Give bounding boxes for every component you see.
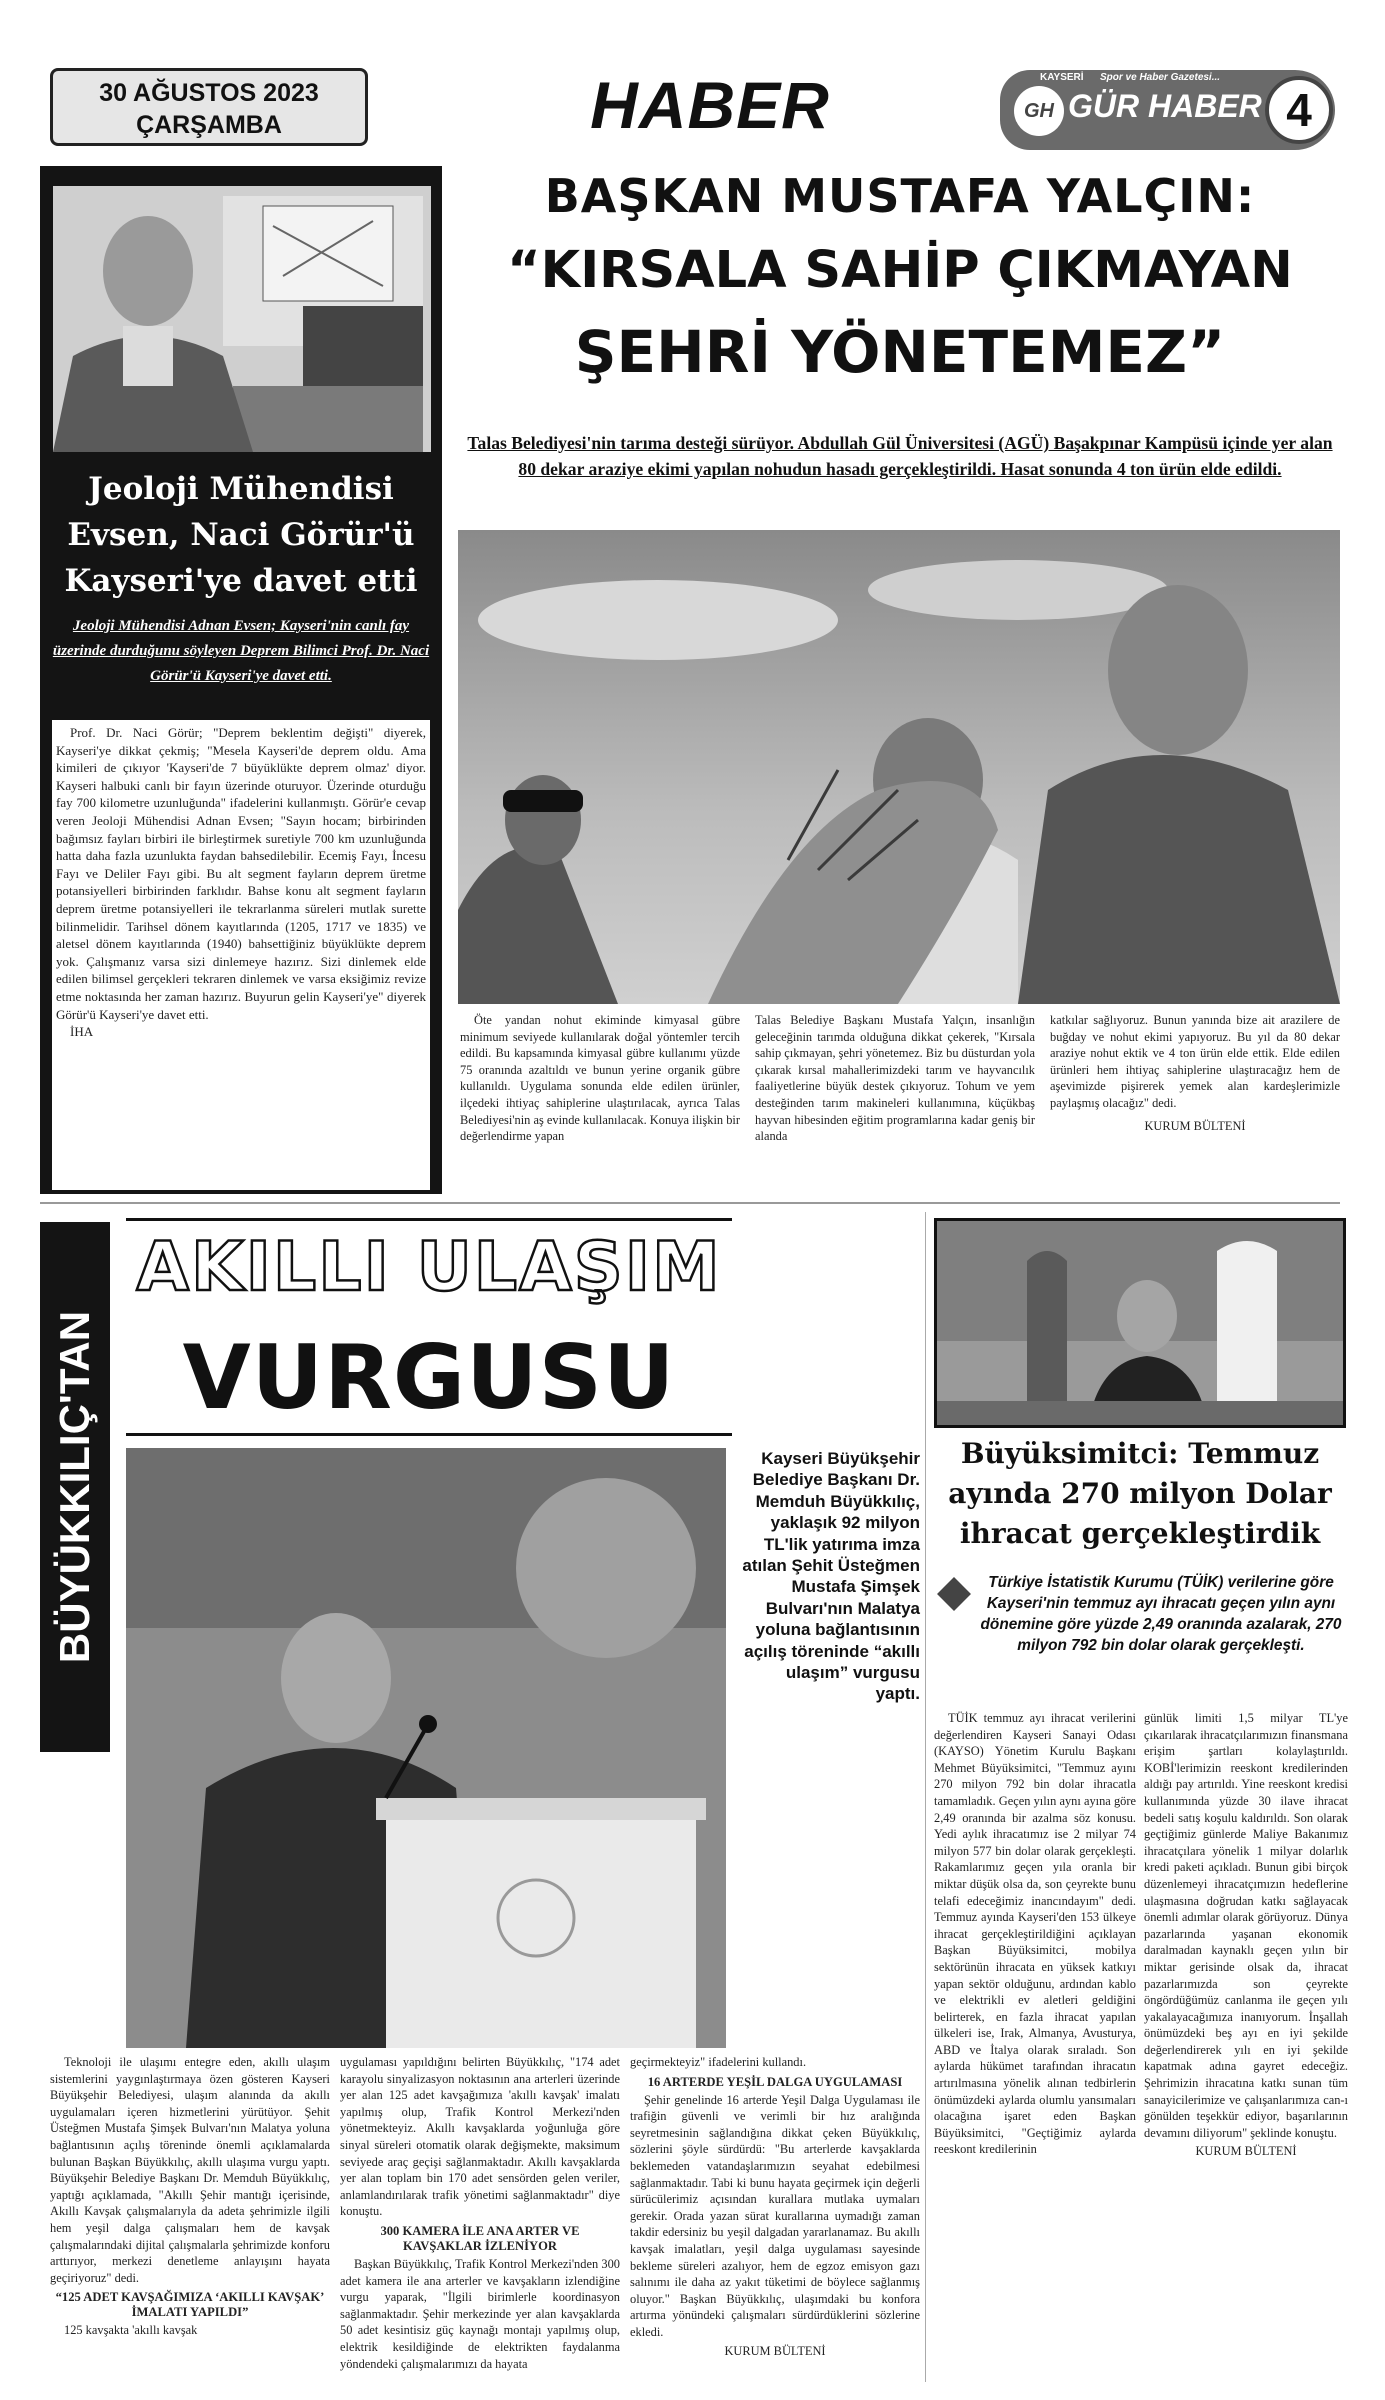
top-col-1-text: Öte yandan nohut ekiminde kimyasal gübre minimum seviyede kullanılarak doğal yöntemler tercih edildi. Bu kapsamında kimyasal gübre kullanımı yüzde 75 oranında azaltıldı ve bunun yerine organik gübre kullanıldı. Uygulama sonunda elde edilen ürünler, ilçedeki ihtiyaç sahiplerine ulaştırılacak, ayrıca Talas Belediyesi'nin aş evinde kullanılacak. Konuya ilişkin bir değerlendirme yapan (460, 1013, 740, 1144)
top-story-photo (458, 530, 1340, 1004)
top-deck: Talas Belediyesi'nin tarıma desteği sürüyor. Abdullah Gül Üniversitesi (AGÜ) Başakpınar Kampüsü içinde yer alan 80 dekar araziye ekimi yapılan nohudun hasadı gerçekleştirildi. Hasat sonunda 4 ton ürün elde edildi. (467, 433, 1333, 479)
top-headline-3: ŞEHRİ YÖNETEMEZ” (574, 318, 1226, 386)
bottom-right-story (930, 1212, 1350, 2387)
top-col-2-text: Talas Belediye Başkanı Mustafa Yalçın, insanlığın geleceğinin tarımda olduğuna dikkat çekerek, "Kırsala sahip çıkmayan, şehri yönetemez. Biz bu düsturdan yola çıkarak kırsal mahallerimizdeki tarım ve hayvancılık faaliyetlerine büyük destek çıkıyoruz. Tohum ve yem desteğinden tarım makineleri kullanımına, küçükbaş hayvan hibesinden eğitim programlarına kadar geniş bir alanda (755, 1013, 1035, 1144)
bottom-left-story (40, 1212, 920, 2387)
sidebar-signature: İHA (70, 1024, 94, 1040)
bottom-left-sub-1: “125 ADET KAVŞAĞIMIZA ‘AKILLI KAVŞAK’ İMALATI YAPILDI” (55, 2290, 325, 2320)
sidebar-lead: Jeoloji Mühendisi Adnan Evsen; Kayseri'nin canlı fay üzerinde durduğunu söyleyen Deprem Bilimci Prof. Dr. Naci Görür'ü Kayseri'ye davet etti. (52, 618, 430, 684)
vertical-label-bar (40, 1222, 110, 1752)
bottom-left-side-deck: Kayseri Büyükşehir Belediye Başkanı Dr. Memduh Büyükkılıç, yaklaşık 92 milyon TL'lik yatırıma imza atılan Şehit Üsteğmen Mustafa Şimşek Bulvarı'nın Malatya yoluna bağlantısının açılış töreninde “akıllı ulaşım” vurgusu yaptı. (742, 1449, 920, 1704)
date-box (50, 68, 368, 146)
top-col-3-text: katkılar sağlıyoruz. Bunun yanında bize ait arazilere de buğday ve nohut ekimi yapıyoruz. Bu yıl da 80 dekar araziye nohut ektik ve 4 ton ürün elde ettik. Elde edilen ürünleri hem ihtiyaç sahiplerine ulaştıracağız hem de aşevimizde pişirerek yemek alan kardeşlerimizle paylaşmış olacağız" dedi. (1050, 1013, 1340, 1110)
bottom-left-sub-3: 16 ARTERDE YEŞİL DALGA UYGULAMASI (647, 2074, 903, 2089)
vertical-label: BÜYÜKKILIÇ'TAN (51, 1310, 98, 1664)
section-divider (40, 1202, 1340, 1204)
sidebar-photo (53, 186, 431, 452)
bottom-left-col-1-end: 125 kavşakta 'akıllı kavşak (64, 2323, 198, 2338)
top-col-1 (460, 1012, 740, 1192)
official-photo (934, 1218, 1346, 1428)
bottom-left-sub-2: 300 KAMERA İLE ANA ARTER VE KAVŞAKLAR İZLENİYOR (380, 2223, 580, 2253)
bottom-left-col-2-text: uygulaması yapıldığını belirten Büyükkılıç, "174 adet karayolu sinyalizasyon noktasının ana arterleri üzerinde yer alan 125 adet kavşağımıza 'akıllı kavşak' imalatı yapılmış olup, Trafik Kontrol Merkezi'nden yönetmekteyiz. Akıllı kavşaklarda yoğunluğa göre sinyal süreleri otomatik olarak değişmekte, maksimum seviyede araç geçişi sağlanmaktadır. Akıllı kavşaklarda yer alan toplam bin 170 adet sensörden gelen veriler, anlamlandırılarak trafik yönetimi sağlanmaktadır" diye konuştu. (340, 2055, 620, 2219)
issue-date: 30 AĞUSTOS 2023 (99, 79, 319, 107)
bottom-right-headline: Büyüksimitci: Temmuz ayında 270 milyon Dolar ihracat gerçekleştirdik (948, 1437, 1332, 1550)
bottom-left-col-3 (630, 2054, 920, 2384)
bottom-right-col-2 (1144, 1710, 1348, 2380)
sidebar-panel (40, 166, 442, 1194)
logo-tagline: Spor ve Haber Gazetesi... (1100, 72, 1221, 83)
sidebar-body-box (52, 720, 430, 1190)
sidebar-body (56, 724, 426, 1041)
speaker-photo (126, 1448, 726, 2048)
column-divider (925, 1212, 926, 2382)
bottom-left-col-2 (340, 2054, 620, 2384)
bottom-left-signature: KURUM BÜLTENİ (724, 2343, 826, 2358)
top-signature: KURUM BÜLTENİ (1144, 1118, 1246, 1133)
sidebar-headline: Jeoloji Mühendisi Evsen, Naci Görür'ü Kayseri'ye davet etti (64, 471, 418, 599)
logo-mark: GH (1024, 100, 1054, 122)
bottom-right-lead: Türkiye İstatistik Kurumu (TÜİK) verilerine göre Kayseri'nin temmuz ayı ihracatı geçen yılın aynı dönemine göre yüzde 2,49 oranında azalarak, 270 milyon 792 bin dolar olarak gerçekleşti. (980, 1574, 1342, 1654)
bottom-right-signature: KURUM BÜLTENİ (1195, 2144, 1297, 2159)
bottom-left-col-3-text: Şehir genelinde 16 arterde Yeşil Dalga Uygulaması ile trafiğin güvenli ve verimli bir hız aralığında seyretmesinin sağlandığına dikkat çeken Büyükkılıç, sözlerini şöyle sürdürdü: "Bu arterlerde kavşaklarda beklemeden vatandaşlarımızın seyahat edebilmesi sağlanmaktadır. Tabi ki bunu hayata geçirmek için değerli sürücülerimiz açısından kurallara mutlaka uymaları gerekir. Orada yazan sürat kurallarına uymadığı zaman takdir edersiniz bu yeşil dalgadan yararlanamaz. Bu akıllı kavşak imalatları, yeşil dalga uygulaması sayesinde bekleme süreleri azalıyor, hem de egzoz emisyon gazı salınımı ile daha az yakıt tüketimi de böylece sağlanmış oluyor." Başkan Büyükkılıç, ulaşımdaki bu konfora artırma yönündeki çalışmaları sürdürdüklerini sözlerine ekledi. (630, 2092, 920, 2339)
top-story (450, 166, 1350, 1194)
issue-day: ÇARŞAMBA (136, 111, 282, 139)
top-headline-2: “KIRSALA SAHİP ÇIKMAYAN (507, 241, 1293, 300)
bottom-right-col-1 (934, 1710, 1136, 2380)
bottom-left-col-3-start: geçirmekteyiz" ifadelerini kullandı. (630, 2055, 807, 2069)
bottom-right-col-1-text: TÜİK temmuz ayı ihracat verilerini değerlendiren Kayseri Sanayi Odası (KAYSO) Yönetim Kurulu Başkanı Mehmet Büyüksimitci, "Temmuz ayını 270 milyon 792 bin dolar ihracatla tamamladık. Geçen yılın aynı ayına göre 2,49 oranında bir azalma söz konusu. Yedi aylık ihracatımız ise 2 milyar 74 milyon 577 bin dolar olarak gerçekleşti. Rakamlarımız geçen yıla oranla bir miktar düşük olsa da, son çeyrekte bunu telafi edeceğimiz inancındayım" dedi. Temmuz ayında Kayseri'den 153 ülkeye ihracat gerçekleştirildiğini açıklayan Başkan Büyüksimitci, mobilya sektörünün ihracata en yüksek katkıyı yapan sektör olduğunu, ardından kablo ve elektrikli ev aletleri geldiğini belirterek, en fazla ihracat yapılan ülkeleri ise, Irak, Almanya, Avusturya, ABD ve İtalya olarak sıraladı. Son aylarda hükümet tarafından ihracatın artırılmasına yönelik alınan tedbirlerin önümüzdeki aylarda olumlu yansımaları olacağına işaret eden Başkan Büyüksimitci, "Geçtiğimiz aylarda reeskont kredilerinin (934, 1711, 1136, 2157)
diamond-icon (937, 1577, 971, 1611)
logo-name: GÜR HABER (1068, 88, 1262, 124)
bottom-left-col-2-end: Başkan Büyükkılıç, Trafik Kontrol Merkezi'nden 300 adet kamera ile ana arterler ve kavşakların izlendiğine vurgu yaparak, "İlgili birimlerle koordinasyon sağlanmaktadır. Şehir merkezinde yer alan kavşaklarda 50 adet kesintisiz güç kaynağı montajı yapılmış olup, elektrik kesildiğinde de elektrikten faydalanma yöndendeki çalışmalarımızı da hayata (340, 2256, 620, 2371)
bottom-left-col-1 (50, 2054, 330, 2384)
section-title: HABER (590, 68, 830, 142)
top-col-2 (755, 1012, 1035, 1192)
sidebar-body-text: Prof. Dr. Naci Görür; "Deprem beklentim değişti" diyerek, Kayseri'ye dikkat çekmiş; "Mesela Kayseri'de deprem oldu. Ama kimileri de çıkıyor 'Kayseri'de 7 büyüklükte deprem olmaz' diyor. Kayseri halbuki canlı bir fayın üzerinde oturuyor. Üzerinde oturduğu fay 700 kilometre uzunluğunda" ifadelerini kullanmıştı. Görür'e cevap veren Jeoloji Mühendisi Adnan Evsen; "Sayın hocam; birbirinden bağımsız fayları birbiri ile birleştirmek suretiyle 700 km uzunluğunda hatta daha fazla uzunlukta faydan bahsedilebilir. Ecemiş Fayı, İncesu Fayı ve Deliler Fayı gibi. Bu alt segment fayların deprem üretme potansiyelleri birbirinden farklıdır. Bahse konu alt segment fayların deprem üretme potansiyelleri ile tekrarlanma süreleri mutlak surette bilinmelidir. Tarihsel dönem kayıtlarında (1205, 1717 ve 1835) ve aletsel dönem kayıtlarında (1940) bahsettiğiniz büyüklükte deprem yok. Çalışmanız varsa sizi dinlemeye hazırız. Sizi dinlemek elde edilen bilimsel gerçekleri tekraren dinlemek ve varsa eksiğimiz revize etme noktasında her zaman hazırız. Buyurun gelin Kayseri'ye" diyerek Görür'ü Kayseri'ye davet etti. (56, 725, 426, 1022)
page-number-value: 4 (1286, 84, 1312, 136)
headline-box (126, 1218, 732, 1436)
bottom-right-col-2-text: günlük limiti 1,5 milyar TL'ye çıkarılarak ihracatçılarımızın finansmana erişim şartları kolaylaştırıldı. KOBİ'lerimizin reeskont kredilerinden aldığı pay artırıldı. Yine reeskont kredisi kullanımında yüzde 30 ilave ihracat bedeli satış koşulu kaldırıldı. Son olarak geçtiğimiz günlerde Maliye Bakanımız ihracatçılara yönelik 1 milyar dolarlık kredi paketi açıkladı. Bunun gibi birçok düzenlemeyi ihracatçımızın hedeflerine ulaşmasına doğrudan katkı sağlayacak önemli adımlar olarak görüyoruz. Dünya pazarlarında yaşanan ekonomik daralmadan kaynaklı geçen yılın bir miktar gerisinde olsak da, ihracat pazarlarımızda son çeyrekte öngördüğümüz canlanma ile geçen yılı yakalayacağımıza inanıyorum. İnşallah önümüzdeki beş ayı en iyi şekilde değerlendirerek yılı en iyi şekilde kapatmak adına gayret edeceğiz. Şehrimizin ihracatına katkı sunan tüm sanayicilerimize ve çalışanlarımıza can-ı gönülden teşekkür ediyor, başarılarının devamını diliyorum" şeklinde konuştu. (1144, 1711, 1348, 2140)
newspaper-logo (1000, 70, 1335, 150)
official-photo-illustration (937, 1221, 1346, 1428)
bottom-left-headline-2: VURGUSU (182, 1326, 676, 1429)
page-number (1265, 76, 1333, 144)
bottom-left-col-1-text: Teknoloji ile ulaşımı entegre eden, akıllı ulaşım sistemlerini yaygınlaştırmaya özen gösteren Kayseri Büyükşehir Belediyesi, ulaşım alanında da akıllı uygulamaları içeren hizmetlerini yürütüyor. Şehit Üsteğmen Mustafa Şimşek Bulvarı'nın Malatya yoluna bağlantısının açılış töreninde önemli açıklamalarda bulunan Başkan Büyükkılıç, akıllı ulaşıma vurgu yaptı. Büyükşehir Belediye Başkanı Dr. Memduh Büyükkılıç, yaptığı açıklamada, "Akıllı Şehir mantığı içerisinde, Akıllı Kavşak çalışmalarıyla da adeta şehrimizle ilgili hem yeşil dalga çalışmaları hem de kavşak çalışmalarındaki dijital çalışmalarla şehrimizde konforu arttırıyor, merkezi denetleme anlayışını hayata geçiriyoruz" dedi. (50, 2055, 330, 2285)
bottom-left-headline-1: AKILLI ULAŞIM (136, 1228, 722, 1307)
speaker-photo-illustration (126, 1448, 726, 2048)
logo-city: KAYSERİ (1040, 72, 1084, 83)
harvest-photo-illustration (458, 530, 1340, 1004)
top-headline-1: BAŞKAN MUSTAFA YALÇIN: (544, 169, 1256, 223)
top-col-3 (1050, 1012, 1340, 1192)
geologist-photo-illustration (53, 186, 431, 452)
masthead (0, 0, 1385, 160)
logo-mark-icon (1014, 86, 1064, 136)
